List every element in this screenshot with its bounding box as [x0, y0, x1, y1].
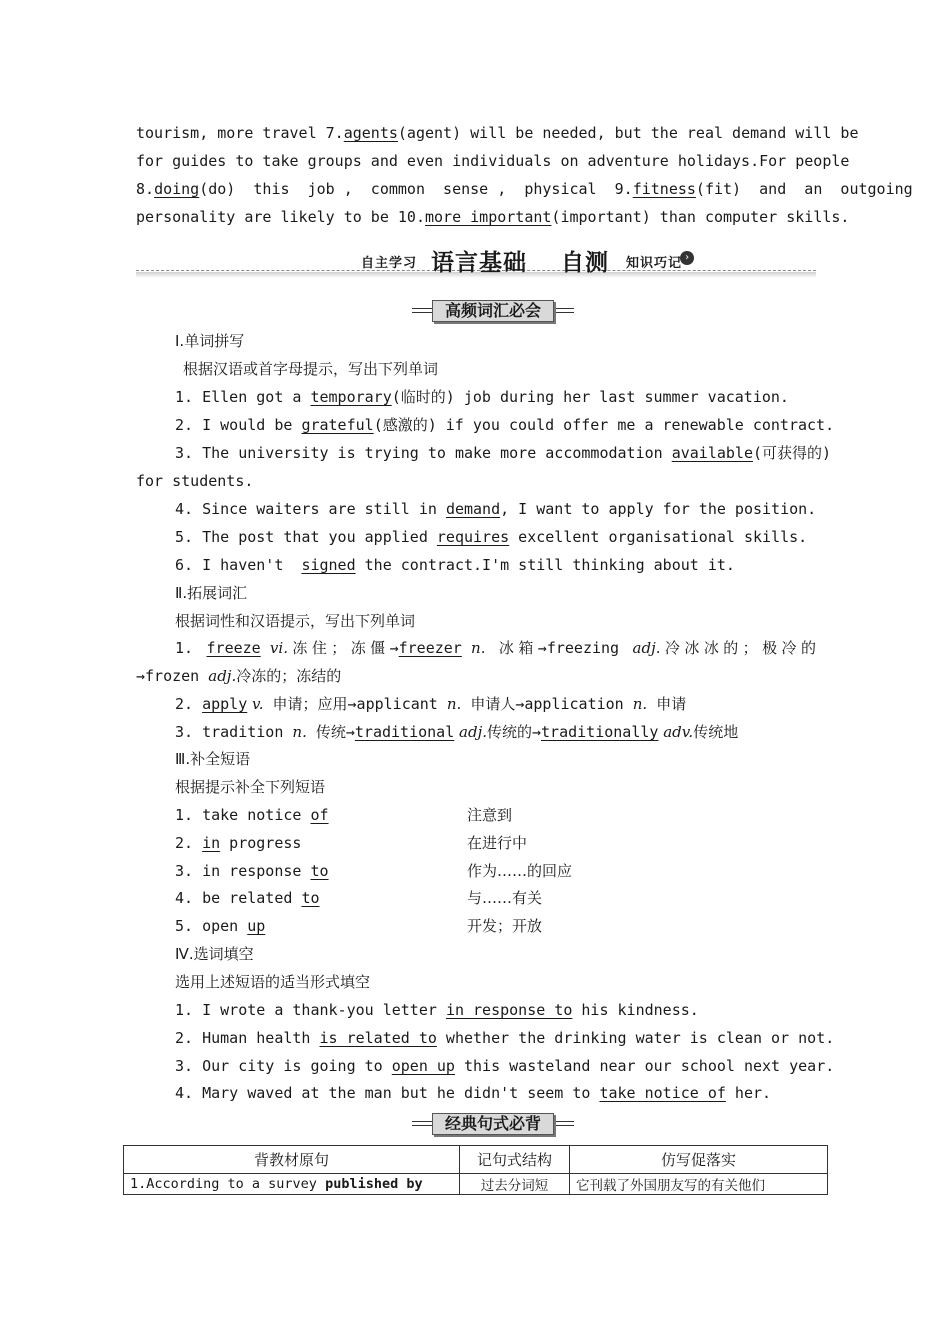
sentence-heading-label: 经典句式必背	[432, 1113, 554, 1135]
answer-in-response-to: in response to	[445, 1001, 573, 1019]
intro-line-3: 8.doing(do) this job , common sense , physical 9.fitness(fit) and an outgoing	[136, 180, 913, 198]
s3-instructions: 根据提示补全下列短语	[175, 778, 326, 796]
phrase-meaning: 注意到	[467, 806, 513, 824]
table-header: 记句式结构	[460, 1146, 570, 1174]
s2-q2: 2. apply v. 申请；应用→applicant n. 申请人→application n. 申请	[175, 695, 687, 713]
table-row	[124, 1174, 828, 1195]
phrase-item: 2. in progress	[175, 834, 302, 852]
phrase-meaning: 与……有关	[467, 889, 543, 907]
answer-is-related-to: is related to	[319, 1029, 437, 1047]
answer-freeze: freeze	[206, 639, 261, 657]
s4-q3: 3. Our city is going to open up this wasteland near our school next year.	[175, 1057, 835, 1075]
banner-right-label: 知识巧记	[626, 256, 683, 271]
intro-line-1: tourism, more travel 7.agents(agent) will be needed, but the real demand will be	[136, 124, 859, 142]
answer-demand: demand	[445, 500, 501, 518]
answer-apply: apply	[202, 695, 248, 713]
s1-q6: 6. I haven't signed the contract.I'm still thinking about it.	[175, 556, 735, 574]
s4-q4: 4. Mary waved at the man but he didn't seem to take notice of her.	[175, 1084, 772, 1102]
answer-open-up: open up	[391, 1057, 455, 1075]
phrase-item: 4. be related to	[175, 889, 320, 907]
vocab-heading	[412, 300, 574, 322]
phrase-item: 1. take notice of	[175, 806, 329, 824]
s1-q4: 4. Since waiters are still in demand, I want to apply for the position.	[175, 500, 817, 518]
s1-q1: 1. Ellen got a temporary(临时的) job during her last summer vacation.	[175, 388, 789, 406]
table-cell: 过去分词短	[460, 1174, 570, 1195]
s2-q3: 3. tradition n. 传统→traditional adj.传统的→traditionally adv.传统地	[175, 723, 739, 741]
phrase-meaning: 作为……的回应	[467, 862, 573, 880]
s4-q2: 2. Human health is related to whether the drinking water is clean or not.	[175, 1029, 835, 1047]
table-header: 仿写促落实	[570, 1146, 828, 1174]
answer-agents: agents	[343, 124, 398, 142]
intro-line-4: personality are likely to be 10.more important(important) than computer skills.	[136, 208, 850, 226]
intro-line-2: for guides to take groups and even individuals on adventure holidays.For people	[136, 152, 850, 170]
answer-traditional: traditional	[354, 723, 455, 741]
answer-more-important: more important	[424, 208, 552, 226]
section-banner	[136, 244, 816, 278]
answer-grateful: grateful	[301, 416, 374, 434]
banner-left-label: 自主学习	[361, 256, 418, 271]
s4-instructions: 选用上述短语的适当形式填空	[175, 973, 371, 991]
answer-temporary: temporary	[310, 388, 392, 406]
sentence-table	[123, 1145, 828, 1195]
s2-q1-cont: →frozen adj.冷冻的；冻结的	[136, 667, 342, 685]
phrase-item: 5. open up	[175, 917, 266, 935]
phrase-meaning: 在进行中	[467, 834, 528, 852]
banner-title-2: 自测	[561, 250, 609, 276]
answer-requires: requires	[436, 528, 510, 546]
s4-title: Ⅳ.选词填空	[175, 945, 254, 963]
s1-q2: 2. I would be grateful(感激的) if you could offer me a renewable contract.	[175, 416, 835, 434]
answer-freezer: freezer	[398, 639, 462, 657]
s2-title: Ⅱ.拓展词汇	[175, 584, 248, 602]
vocab-heading-label: 高频词汇必会	[432, 300, 554, 322]
answer-signed: signed	[301, 556, 356, 574]
answer-take-notice-of: take notice of	[599, 1084, 726, 1102]
answer-traditionally: traditionally	[541, 723, 659, 741]
banner-title-1: 语言基础	[431, 250, 527, 276]
s4-q1: 1. I wrote a thank-you letter in response to his kindness.	[175, 1001, 699, 1019]
s1-title: Ⅰ.单词拼写	[175, 332, 245, 350]
s3-title: Ⅲ.补全短语	[175, 750, 251, 768]
table-cell: 它刊载了外国朋友写的有关他们	[570, 1174, 828, 1195]
answer-doing: doing	[154, 180, 200, 198]
sentence-heading	[412, 1113, 574, 1135]
answer-fitness: fitness	[632, 180, 696, 198]
s2-q1: 1. freeze vi.冻住；冻僵→freezer n. 冰箱→freezing adj.冷冰冰的；极冷的	[175, 639, 816, 657]
s2-instructions: 根据词性和汉语提示，写出下列单词	[175, 612, 416, 630]
table-header: 背教材原句	[124, 1146, 460, 1174]
s1-instructions: 根据汉语或首字母提示，写出下列单词	[183, 360, 439, 378]
table-header-row	[124, 1146, 828, 1174]
phrase-item: 3. in response to	[175, 862, 329, 880]
s1-q3-cont: for students.	[136, 472, 254, 490]
banner-arrow-icon: ›	[680, 251, 694, 265]
table-cell: 1.According to a survey published by	[124, 1174, 460, 1195]
phrase-meaning: 开发；开放	[467, 917, 543, 935]
s1-q3: 3. The university is trying to make more accommodation available(可获得的)	[175, 444, 832, 462]
answer-available: available	[671, 444, 753, 462]
s1-q5: 5. The post that you applied requires excellent organisational skills.	[175, 528, 808, 546]
